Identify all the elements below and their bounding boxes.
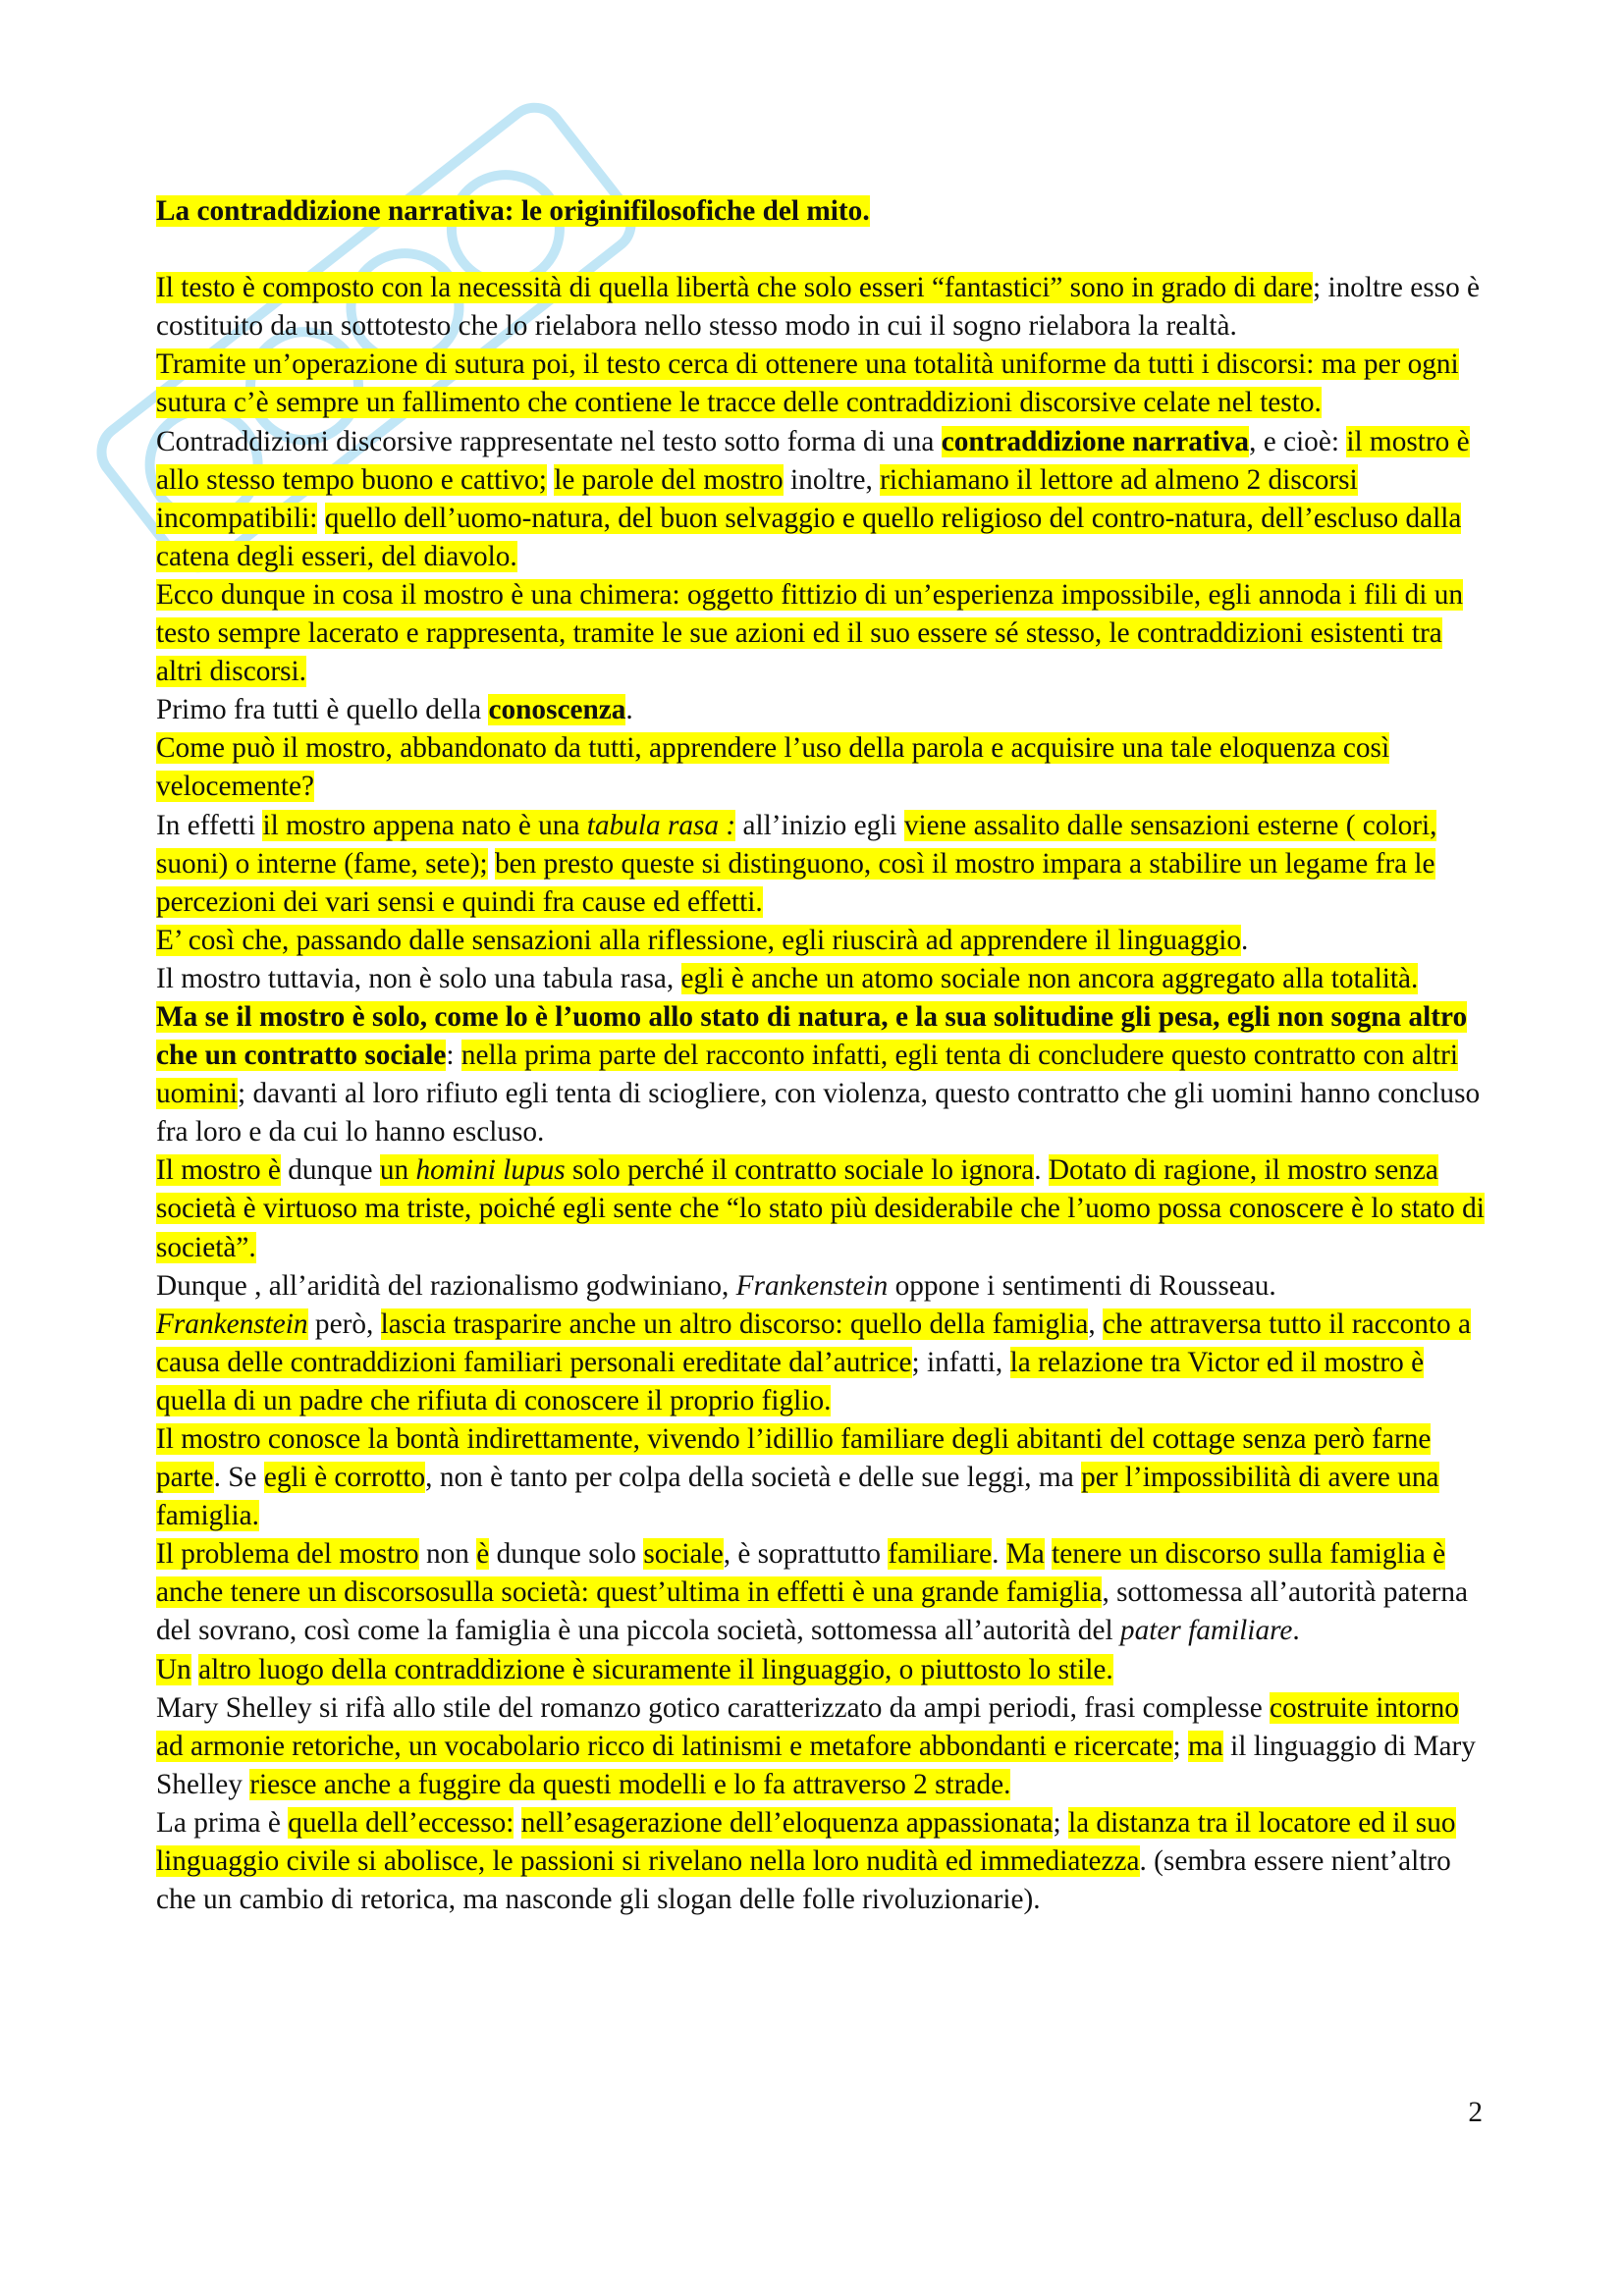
text-run: :	[446, 1040, 461, 1072]
text-run: .	[1292, 1615, 1300, 1647]
highlighted-text: Il problema del mostro	[156, 1538, 419, 1571]
highlighted-text: lascia trasparire anche un altro discorso: quello della famiglia	[380, 1308, 1089, 1340]
highlighted-text: riesce anche a fuggire da questi modelli e lo fa attraverso 2 strade.	[249, 1768, 1011, 1800]
document-body	[156, 192, 1491, 1919]
highlighted-text: che attraversa tutto il racconto a causa delle contraddizioni familiari personali ereditate dal’autrice	[156, 1308, 1472, 1378]
text-run: il linguaggio di Mary Shelley	[156, 1730, 1476, 1800]
highlighted-text: contraddizione narrativa	[941, 425, 1250, 457]
highlighted-text: sociale	[643, 1538, 724, 1571]
highlighted-text: E’ così che, passando dalle sensazioni alla riflessione, egli riuscirà ad apprendere il linguaggio	[156, 924, 1242, 956]
highlighted-text: solo perché il contratto sociale lo ignora	[565, 1154, 1035, 1187]
highlighted-text: costruite intorno ad armonie retoriche, un vocabolario ricco di latinismi e metafore abbondanti e ricercate	[156, 1691, 1459, 1762]
paragraph	[156, 346, 1491, 422]
text-run	[514, 1807, 520, 1839]
paragraph	[156, 1804, 1491, 1919]
highlighted-text: conoscenza	[488, 694, 626, 726]
highlighted-text: Come può il mostro, abbandonato da tutti, apprendere l’uso della parola e acquisire una tale eloquenza così velocemente?	[156, 732, 1390, 803]
highlighted-text: Ma	[1005, 1538, 1045, 1571]
text-run: .	[1241, 924, 1249, 956]
document-title: La contraddizione narrativa: le originifilosofiche del mito.	[156, 195, 870, 227]
highlighted-text: altro luogo della contraddizione è sicuramente il linguaggio, o piuttosto lo stile.	[198, 1653, 1113, 1685]
page-number: 2	[1468, 2097, 1483, 2128]
paragraph	[156, 691, 1491, 729]
text-run: .	[625, 694, 633, 726]
highlighted-text: nell’esagerazione dell’eloquenza appassionata	[520, 1806, 1054, 1839]
paragraph	[156, 269, 1491, 346]
highlighted-text: Ma se il mostro è solo, come lo è l’uomo allo stato di natura, e la sua solitudine gli pesa, egli non sogna altro che un contratto sociale	[156, 1000, 1468, 1072]
highlighted-text: egli è anche un atomo sociale non ancora aggregato alla totalità.	[680, 962, 1419, 994]
highlighted-text: nella prima parte del racconto infatti, egli tenta di concludere questo contratto con altri uomini	[156, 1040, 1459, 1110]
highlighted-text: richiamano il lettore ad almeno 2 discorsi incompatibili:	[156, 463, 1358, 534]
paragraph	[156, 1420, 1491, 1535]
highlighted-text: Frankenstein	[156, 1308, 308, 1340]
text-run: . Se	[213, 1462, 264, 1494]
text-run	[1045, 1538, 1052, 1570]
highlighted-text: Dotato di ragione, il mostro senza società è virtuoso ma triste, poiché egli sente che “lo stato più desiderabile che l’uomo possa conoscere è lo stato di società”.	[156, 1154, 1485, 1263]
paragraph	[156, 1151, 1491, 1266]
highlighted-text: egli è corrotto	[263, 1462, 426, 1494]
highlighted-text: le parole del mostro	[554, 463, 784, 496]
blank-line	[156, 231, 1491, 269]
highlighted-text: quella dell’eccesso:	[288, 1806, 514, 1839]
text-run: ,	[1088, 1308, 1104, 1340]
highlighted-text: ma	[1187, 1730, 1223, 1762]
highlighted-text: la distanza tra il locatore ed il suo linguaggio civile si abolisce, le passioni si rivelano nella loro nudità ed immediatezza	[156, 1806, 1456, 1878]
text-run: , sottomessa all’autorità paterna del sovrano, così come la famiglia è una piccola società, sottomessa all’autorità del	[156, 1576, 1469, 1647]
highlighted-text: per l’impossibilità di avere una famiglia.	[156, 1462, 1439, 1532]
text-run: ;	[1172, 1730, 1188, 1762]
paragraph	[156, 1267, 1491, 1306]
text-run: oppone i sentimenti di Rousseau.	[888, 1269, 1276, 1302]
text-run	[488, 848, 495, 880]
text-run: La prima è	[156, 1806, 289, 1839]
highlighted-text: Un	[156, 1653, 191, 1685]
highlighted-text: viene assalito dalle sensazioni esterne ( colori, suoni) o interne (fame, sete);	[156, 809, 1437, 880]
highlighted-text: familiare	[888, 1538, 993, 1571]
paragraph	[156, 1651, 1491, 1689]
paragraph	[156, 1306, 1491, 1420]
text-run: ;	[1053, 1806, 1068, 1839]
text-run: ; infatti,	[911, 1346, 1010, 1378]
highlighted-text: homini lupus	[415, 1154, 566, 1187]
text-run: inoltre,	[783, 463, 881, 496]
text-run: pater familiare	[1119, 1615, 1293, 1647]
text-run: Frankenstein	[735, 1269, 889, 1302]
paragraph	[156, 1689, 1491, 1804]
highlighted-text: il mostro appena nato è una	[262, 809, 587, 841]
text-run: Mary Shelley si rifà allo stile del romanzo gotico caratterizzato da ampi periodi, frasi complesse	[156, 1691, 1271, 1724]
paragraph-list	[156, 269, 1491, 1919]
text-run: .	[1034, 1154, 1049, 1187]
paragraph	[156, 423, 1491, 576]
highlighted-text: Il testo è composto con la necessità di quella libertà che solo esseri “fantastici” sono in grado di dare	[156, 272, 1313, 304]
paragraph	[156, 807, 1491, 922]
paragraph	[156, 576, 1491, 691]
text-run	[317, 503, 324, 534]
text-run: , non è tanto per colpa della società e delle sue leggi, ma	[425, 1462, 1082, 1494]
highlighted-text: ben presto queste si distinguono, così il mostro impara a stabilire un legame fra le percezioni dei vari sensi e quindi fra cause ed effetti.	[156, 847, 1435, 918]
text-run: però,	[307, 1308, 381, 1340]
text-run: all’inizio egli	[735, 809, 904, 841]
highlighted-text: Ecco dunque in cosa il mostro è una chimera: oggetto fittizio di un’esperienza impossibile, egli annoda i fili di un testo sempre lacerato e rappresenta, tramite le sue azioni ed il suo essere sé stesso, le contraddizioni esistenti tra altri discorsi.	[156, 578, 1464, 688]
paragraph	[156, 922, 1491, 960]
highlighted-text: Il mostro conosce la bontà indirettamente, vivendo l’idillio familiare degli abitanti del cottage senza però farne parte	[156, 1423, 1432, 1494]
highlighted-text: quello dell’uomo-natura, del buon selvaggio e quello religioso del contro-natura, dell’escluso dalla catena degli esseri, del diavolo.	[156, 502, 1462, 572]
text-run: dunque solo	[489, 1538, 644, 1571]
text-run: Primo fra tutti è quello della	[156, 694, 489, 726]
highlighted-text: Tramite un’operazione di sutura poi, il testo cerca di ottenere una totalità uniforme da tutti i discorsi: ma per ogni sutura c’è sempre un fallimento che contiene le tracce delle contraddizioni discorsive celate nel testo.	[156, 348, 1459, 419]
text-run: non	[418, 1538, 477, 1571]
text-run: , è soprattutto	[723, 1538, 889, 1571]
text-run: In effetti	[156, 809, 263, 841]
paragraph	[156, 998, 1491, 1151]
text-run: Dunque , all’aridità del razionalismo godwiniano,	[156, 1269, 736, 1302]
highlighted-text: tabula rasa :	[586, 809, 736, 841]
highlighted-text: tenere un discorso sulla famiglia è anche tenere un discorsosulla società: quest’ultima in effetti è una grande famiglia	[156, 1538, 1446, 1609]
text-run: Contraddizioni discorsive rappresentate nel testo sotto forma di una	[156, 425, 942, 457]
highlighted-text: la relazione tra Victor ed il mostro è quella di un padre che rifiuta di conoscere il proprio figlio.	[156, 1346, 1425, 1416]
paragraph	[156, 1535, 1491, 1650]
highlighted-text: il mostro è allo stesso tempo buono e cattivo;	[156, 425, 1470, 496]
text-run: .	[992, 1538, 1006, 1571]
paragraph	[156, 960, 1491, 998]
text-run: , e cioè:	[1249, 425, 1347, 457]
text-run: . (sembra essere nient’altro che un cambio di retorica, ma nasconde gli slogan delle folle rivoluzionarie).	[156, 1845, 1451, 1916]
text-run: dunque	[280, 1154, 380, 1187]
text-run: Il mostro tuttavia, non è solo una tabula rasa,	[156, 962, 681, 994]
text-run: ; inoltre esso è costituito da un sottotesto che lo rielabora nello stesso modo in cui il sogno rielabora la realtà.	[156, 272, 1481, 343]
highlighted-text: un	[379, 1154, 416, 1187]
highlighted-text: Il mostro è	[156, 1154, 281, 1187]
highlighted-text: è	[476, 1538, 490, 1571]
text-run: ; davanti al loro rifiuto egli tenta di sciogliere, con violenza, questo contratto che gli uomini hanno concluso fra loro e da cui lo hanno escluso.	[156, 1078, 1481, 1148]
paragraph	[156, 729, 1491, 806]
